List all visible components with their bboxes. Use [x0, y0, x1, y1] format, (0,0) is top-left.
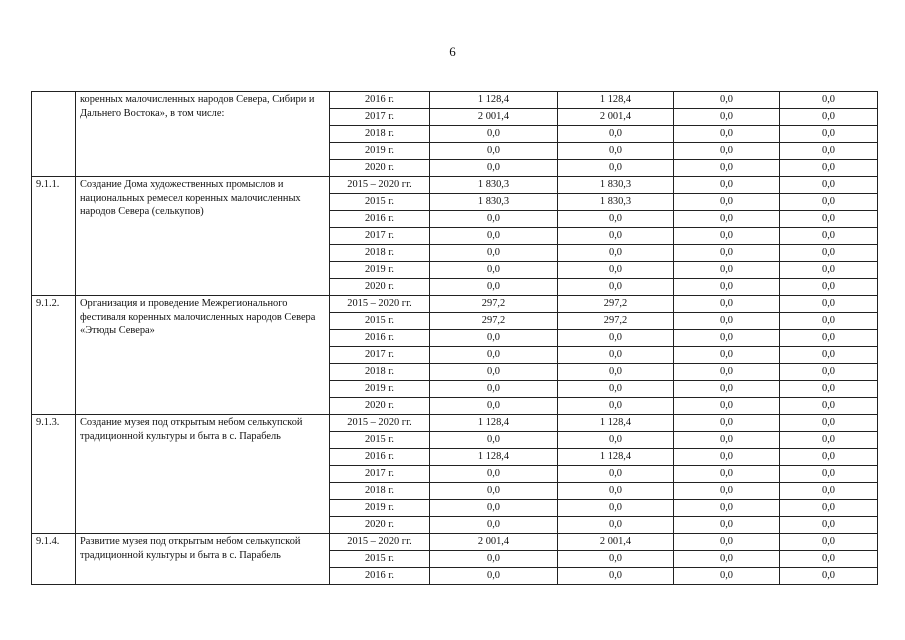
other-value-cell: 0,0 — [780, 245, 878, 262]
period-cell: 2020 г. — [330, 160, 430, 177]
budget-table — [31, 91, 878, 585]
total-value-cell: 1 128,4 — [430, 415, 558, 432]
budget-value-cell: 0,0 — [558, 279, 674, 296]
budget-value-cell: 0,0 — [558, 347, 674, 364]
federal-value-cell: 0,0 — [674, 228, 780, 245]
federal-value-cell: 0,0 — [674, 109, 780, 126]
budget-value-cell: 0,0 — [558, 364, 674, 381]
table-body — [32, 92, 878, 585]
period-cell: 2015 г. — [330, 194, 430, 211]
period-cell: 2015 – 2020 гг. — [330, 415, 430, 432]
federal-value-cell: 0,0 — [674, 262, 780, 279]
other-value-cell: 0,0 — [780, 330, 878, 347]
federal-value-cell: 0,0 — [674, 92, 780, 109]
period-cell: 2019 г. — [330, 500, 430, 517]
federal-value-cell: 0,0 — [674, 296, 780, 313]
budget-value-cell: 0,0 — [558, 432, 674, 449]
period-cell: 2020 г. — [330, 517, 430, 534]
other-value-cell: 0,0 — [780, 398, 878, 415]
federal-value-cell: 0,0 — [674, 194, 780, 211]
budget-value-cell: 0,0 — [558, 500, 674, 517]
federal-value-cell: 0,0 — [674, 177, 780, 194]
federal-value-cell: 0,0 — [674, 347, 780, 364]
other-value-cell: 0,0 — [780, 262, 878, 279]
item-name-cell: Развитие музея под открытым небом селькупской традиционной культуры и быта в с. Парабель — [76, 534, 330, 585]
total-value-cell: 297,2 — [430, 313, 558, 330]
item-number-cell: 9.1.3. — [32, 415, 76, 534]
total-value-cell: 0,0 — [430, 432, 558, 449]
total-value-cell: 2 001,4 — [430, 534, 558, 551]
budget-value-cell: 0,0 — [558, 330, 674, 347]
other-value-cell: 0,0 — [780, 177, 878, 194]
period-cell: 2019 г. — [330, 262, 430, 279]
other-value-cell: 0,0 — [780, 551, 878, 568]
budget-value-cell: 0,0 — [558, 211, 674, 228]
budget-value-cell: 0,0 — [558, 143, 674, 160]
page-number: 6 — [449, 44, 456, 59]
budget-value-cell: 2 001,4 — [558, 534, 674, 551]
period-cell: 2018 г. — [330, 483, 430, 500]
period-cell: 2016 г. — [330, 449, 430, 466]
federal-value-cell: 0,0 — [674, 143, 780, 160]
federal-value-cell: 0,0 — [674, 415, 780, 432]
other-value-cell: 0,0 — [780, 381, 878, 398]
period-cell: 2019 г. — [330, 143, 430, 160]
period-cell: 2016 г. — [330, 330, 430, 347]
other-value-cell: 0,0 — [780, 143, 878, 160]
other-value-cell: 0,0 — [780, 194, 878, 211]
budget-value-cell: 1 128,4 — [558, 449, 674, 466]
total-value-cell: 2 001,4 — [430, 109, 558, 126]
total-value-cell: 0,0 — [430, 500, 558, 517]
other-value-cell: 0,0 — [780, 432, 878, 449]
period-cell: 2015 г. — [330, 432, 430, 449]
period-cell: 2017 г. — [330, 466, 430, 483]
federal-value-cell: 0,0 — [674, 330, 780, 347]
federal-value-cell: 0,0 — [674, 211, 780, 228]
budget-value-cell: 0,0 — [558, 466, 674, 483]
item-name-cell: Создание Дома художественных промыслов и национальных ремесел коренных малочисленных народов Севера (селькупов) — [76, 177, 330, 296]
period-cell: 2015 – 2020 гг. — [330, 177, 430, 194]
budget-value-cell: 0,0 — [558, 483, 674, 500]
other-value-cell: 0,0 — [780, 160, 878, 177]
other-value-cell: 0,0 — [780, 517, 878, 534]
other-value-cell: 0,0 — [780, 296, 878, 313]
period-cell: 2016 г. — [330, 92, 430, 109]
total-value-cell: 0,0 — [430, 398, 558, 415]
total-value-cell: 1 128,4 — [430, 449, 558, 466]
item-number-cell: 9.1.2. — [32, 296, 76, 415]
federal-value-cell: 0,0 — [674, 551, 780, 568]
total-value-cell: 1 830,3 — [430, 194, 558, 211]
period-cell: 2015 г. — [330, 551, 430, 568]
item-name-cell: Организация и проведение Межрегионального фестиваля коренных малочисленных народов Севера «Этюды Севера» — [76, 296, 330, 415]
budget-value-cell: 0,0 — [558, 228, 674, 245]
period-cell: 2015 – 2020 гг. — [330, 296, 430, 313]
federal-value-cell: 0,0 — [674, 483, 780, 500]
item-number-cell: 9.1.4. — [32, 534, 76, 585]
period-cell: 2018 г. — [330, 126, 430, 143]
federal-value-cell: 0,0 — [674, 466, 780, 483]
budget-value-cell: 0,0 — [558, 381, 674, 398]
federal-value-cell: 0,0 — [674, 126, 780, 143]
budget-value-cell: 0,0 — [558, 126, 674, 143]
other-value-cell: 0,0 — [780, 415, 878, 432]
total-value-cell: 0,0 — [430, 466, 558, 483]
other-value-cell: 0,0 — [780, 568, 878, 585]
total-value-cell: 0,0 — [430, 262, 558, 279]
budget-value-cell: 1 128,4 — [558, 415, 674, 432]
federal-value-cell: 0,0 — [674, 381, 780, 398]
total-value-cell: 0,0 — [430, 364, 558, 381]
budget-value-cell: 0,0 — [558, 245, 674, 262]
total-value-cell: 1 128,4 — [430, 92, 558, 109]
other-value-cell: 0,0 — [780, 228, 878, 245]
other-value-cell: 0,0 — [780, 466, 878, 483]
item-name-cell: Создание музея под открытым небом селькупской традиционной культуры и быта в с. Парабель — [76, 415, 330, 534]
budget-value-cell: 0,0 — [558, 398, 674, 415]
budget-value-cell: 0,0 — [558, 517, 674, 534]
total-value-cell: 0,0 — [430, 279, 558, 296]
period-cell: 2015 – 2020 гг. — [330, 534, 430, 551]
budget-value-cell: 1 830,3 — [558, 177, 674, 194]
period-cell: 2016 г. — [330, 568, 430, 585]
total-value-cell: 0,0 — [430, 211, 558, 228]
table-row — [32, 177, 878, 194]
total-value-cell: 0,0 — [430, 245, 558, 262]
federal-value-cell: 0,0 — [674, 534, 780, 551]
budget-value-cell: 0,0 — [558, 262, 674, 279]
item-number-cell: 9.1.1. — [32, 177, 76, 296]
period-cell: 2017 г. — [330, 228, 430, 245]
period-cell: 2018 г. — [330, 245, 430, 262]
budget-value-cell: 0,0 — [558, 568, 674, 585]
other-value-cell: 0,0 — [780, 279, 878, 296]
federal-value-cell: 0,0 — [674, 160, 780, 177]
budget-value-cell: 1 128,4 — [558, 92, 674, 109]
federal-value-cell: 0,0 — [674, 279, 780, 296]
table-row — [32, 92, 878, 109]
total-value-cell: 0,0 — [430, 483, 558, 500]
budget-value-cell: 297,2 — [558, 296, 674, 313]
other-value-cell: 0,0 — [780, 109, 878, 126]
other-value-cell: 0,0 — [780, 534, 878, 551]
total-value-cell: 0,0 — [430, 551, 558, 568]
federal-value-cell: 0,0 — [674, 364, 780, 381]
total-value-cell: 0,0 — [430, 228, 558, 245]
total-value-cell: 0,0 — [430, 330, 558, 347]
budget-value-cell: 0,0 — [558, 160, 674, 177]
period-cell: 2015 г. — [330, 313, 430, 330]
table-row — [32, 534, 878, 551]
federal-value-cell: 0,0 — [674, 398, 780, 415]
item-name-cell: коренных малочисленных народов Севера, Сибири и Дальнего Востока», в том числе: — [76, 92, 330, 177]
total-value-cell: 1 830,3 — [430, 177, 558, 194]
item-number-cell — [32, 92, 76, 177]
period-cell: 2017 г. — [330, 109, 430, 126]
period-cell: 2017 г. — [330, 347, 430, 364]
other-value-cell: 0,0 — [780, 483, 878, 500]
federal-value-cell: 0,0 — [674, 313, 780, 330]
other-value-cell: 0,0 — [780, 500, 878, 517]
other-value-cell: 0,0 — [780, 364, 878, 381]
federal-value-cell: 0,0 — [674, 500, 780, 517]
period-cell: 2016 г. — [330, 211, 430, 228]
federal-value-cell: 0,0 — [674, 568, 780, 585]
budget-value-cell: 0,0 — [558, 551, 674, 568]
total-value-cell: 0,0 — [430, 160, 558, 177]
total-value-cell: 0,0 — [430, 568, 558, 585]
table-row — [32, 415, 878, 432]
federal-value-cell: 0,0 — [674, 245, 780, 262]
federal-value-cell: 0,0 — [674, 432, 780, 449]
total-value-cell: 0,0 — [430, 347, 558, 364]
other-value-cell: 0,0 — [780, 449, 878, 466]
period-cell: 2020 г. — [330, 279, 430, 296]
other-value-cell: 0,0 — [780, 347, 878, 364]
other-value-cell: 0,0 — [780, 211, 878, 228]
period-cell: 2020 г. — [330, 398, 430, 415]
total-value-cell: 297,2 — [430, 296, 558, 313]
budget-value-cell: 297,2 — [558, 313, 674, 330]
federal-value-cell: 0,0 — [674, 449, 780, 466]
total-value-cell: 0,0 — [430, 517, 558, 534]
period-cell: 2018 г. — [330, 364, 430, 381]
total-value-cell: 0,0 — [430, 126, 558, 143]
other-value-cell: 0,0 — [780, 92, 878, 109]
federal-value-cell: 0,0 — [674, 517, 780, 534]
other-value-cell: 0,0 — [780, 126, 878, 143]
total-value-cell: 0,0 — [430, 143, 558, 160]
table-row — [32, 296, 878, 313]
other-value-cell: 0,0 — [780, 313, 878, 330]
total-value-cell: 0,0 — [430, 381, 558, 398]
budget-value-cell: 1 830,3 — [558, 194, 674, 211]
budget-value-cell: 2 001,4 — [558, 109, 674, 126]
period-cell: 2019 г. — [330, 381, 430, 398]
